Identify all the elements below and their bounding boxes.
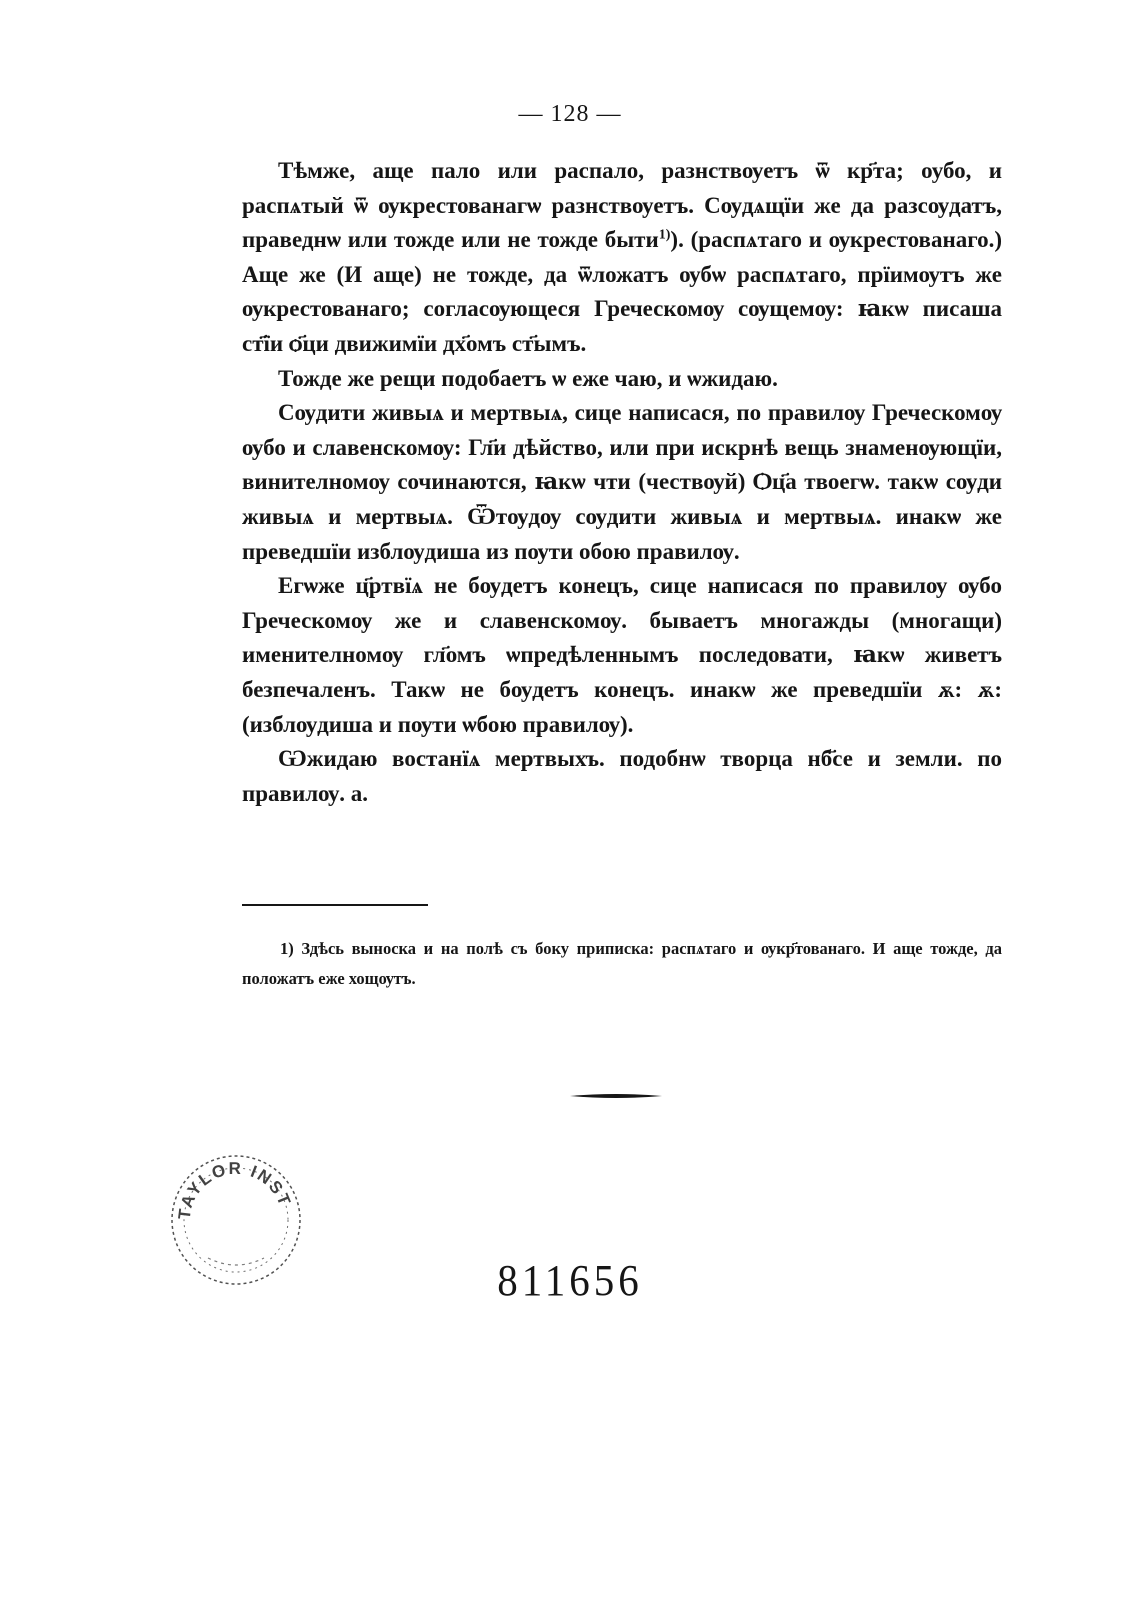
stamp-text: TAYLOR INST	[174, 1158, 295, 1221]
page-number: — 128 —	[518, 101, 622, 127]
paragraph-4: Егѡже ц҃ртвїѧ не бѹдетъ конецъ, сице написася по правилѹ ѹбо Греческомѹ же и славенскомѹ. бываетъ многажды (многащи) именителномѹ гл҃омъ ѡпредѣленнымъ последовати, ꙗкѡ живетъ безпечаленъ. Такѡ не бѹдетъ конецъ. инакѡ же преведшїи ѫ: ѫ: (изблѹдиша и пѹти ѡбою правилѹ).	[242, 573, 1002, 737]
paragraph-1	[242, 154, 1002, 362]
footnote-reference: 1)	[658, 227, 671, 243]
paragraph-5: Ѡжидаю востанїѧ мертвыхъ. подобнѡ творца нб҃се и земли. по правилѹ. а.	[242, 746, 1002, 806]
paragraph-2: Тожде же рещи подобаетъ ѡ еже чаю, и ѡжидаю.	[278, 365, 778, 391]
footnote-divider	[242, 904, 428, 906]
svg-text:TAYLOR INST	[175, 1159, 295, 1221]
tail-ornament	[570, 1092, 662, 1100]
footnote: 1) Здѣсь выноска и на полѣ съ боку приписка: распѧтаго и ѹкр҃тованаго. И аще тожде, да положатъ еже хощѹтъ.	[242, 939, 1002, 988]
paragraph-3: Сѹдити живыѧ и мертвыѧ, сице написася, по правилѹ Греческомѹ ѹбо и славенскомѹ: Гл҃и дѣйство, или при искрнѣ вещь знаменѹющїи, винителномѹ сочинаются, ꙗкѡ чти (чествѹй) Ѻц҃а твоегѡ. такѡ сѹди живыѧ и мертвыѧ. Ѿтѹдѹ сѹдити живыѧ и мертвыѧ. инакѡ же преведшїи изблѹдиша из пѹти обою правилѹ.	[242, 400, 1002, 564]
paragraph-1-text-after-ref: ). (распѧтаго и ѹкрестованаго.) Аще же (И аще) не тожде, да ѿложатъ ѹбѡ распѧтаго, прїимѹтъ же ѹкрестованаго; согласѹющеся Греческомѹ сѹщемѹ: ꙗкѡ писаша ст҃їи ѻ҃ци движимїи дх҃омъ ст҃ымъ.	[242, 227, 1002, 356]
body-text	[242, 154, 1002, 811]
paragraph-1-text-before-ref: Тѣмже, аще пало или распало, разнствѹетъ ѿ кр҃та; оубо, и распѧтый ѿ ѹкрестованагѡ разнствѹетъ. Сѹдѧщїи же да разсѹдатъ, праведнѡ или тожде или не тожде быти	[242, 158, 1002, 253]
accession-number: 811656	[497, 1255, 643, 1305]
